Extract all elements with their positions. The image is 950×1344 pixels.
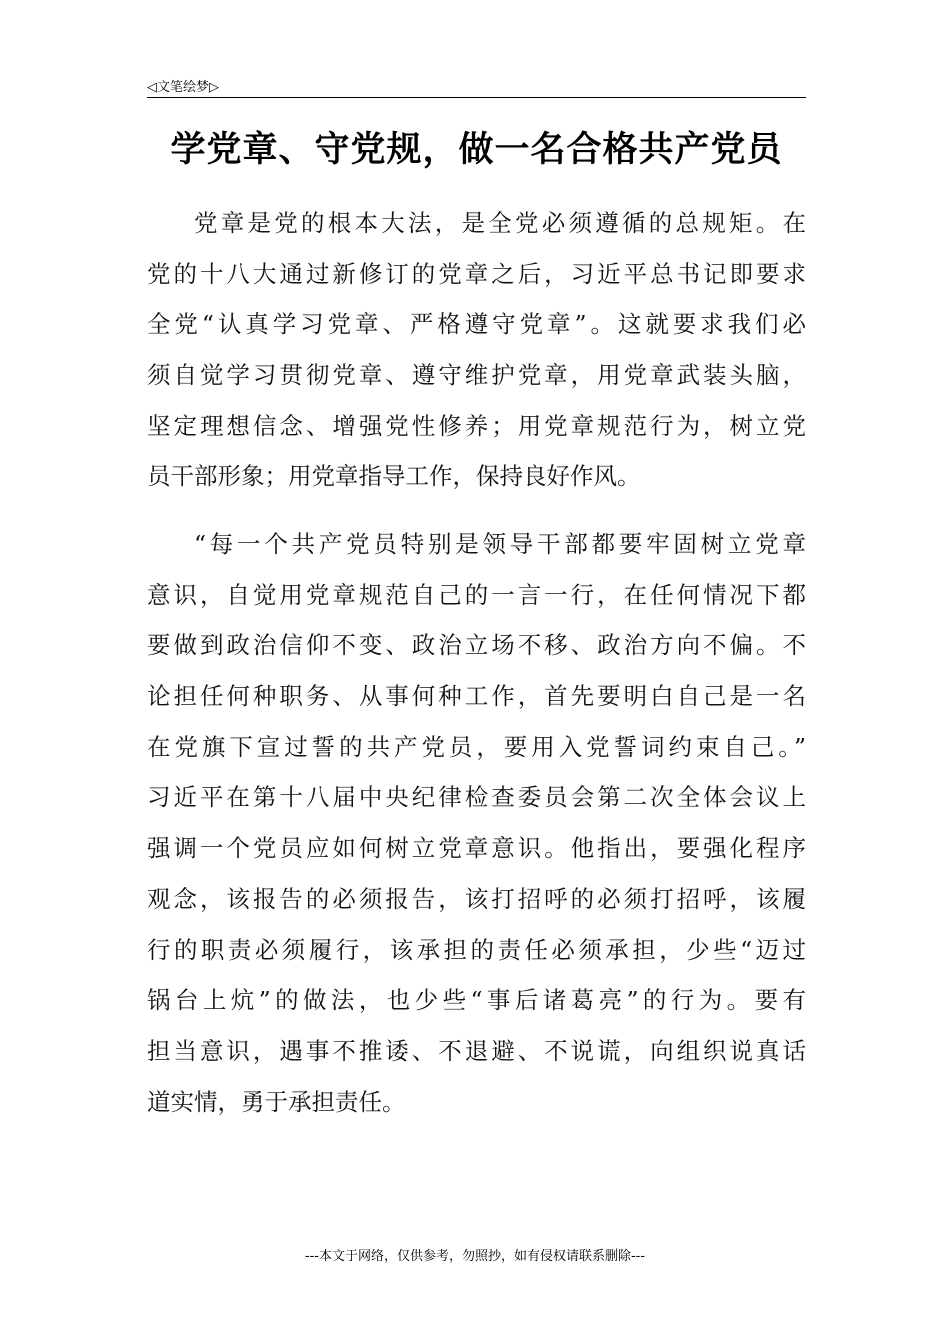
paragraph-line: “每一个共产党员特别是领导干部都要牢固树立党章: [194, 530, 806, 558]
paragraph-1: [147, 198, 806, 502]
paragraph-line: 党章是党的根本大法，是全党必须遵循的总规矩。在: [194, 209, 806, 237]
page-header: [147, 72, 806, 98]
paragraph-line: 党的十八大通过新修订的党章之后，习近平总书记即要求: [147, 259, 806, 288]
paragraph-line: 锅台上炕”的做法，也少些“事后诸葛亮”的行为。要有: [147, 986, 806, 1015]
paragraph-line: 道实情，勇于承担责任。: [147, 1087, 406, 1116]
paragraph-line: 坚定理想信念、增强党性修养；用党章规范行为，树立党: [147, 411, 806, 440]
paragraph-line: 行的职责必须履行，该承担的责任必须承担，少些“迈过: [147, 935, 806, 964]
paragraph-line: 观念，该报告的必须报告，该打招呼的必须打招呼，该履: [147, 884, 806, 913]
paragraph-line: 在党旗下宣过誓的共产党员，要用入党誓词约束自己。”: [147, 732, 806, 761]
page-footer: ---本文于网络，仅供参考，勿照抄，如有侵权请联系删除---: [304, 1249, 646, 1264]
paragraph-line: 要做到政治信仰不变、政治立场不移、政治方向不偏。不: [147, 631, 806, 660]
paragraph-line: 意识，自觉用党章规范自己的一言一行，在任何情况下都: [147, 580, 806, 609]
header-label: ◁文笔绘梦▷: [147, 80, 219, 95]
paragraph-2: [147, 519, 806, 1127]
document-title: 学党章、守党规，做一名合格共产党员: [170, 130, 783, 170]
paragraph-line: 强调一个党员应如何树立党章意识。他指出，要强化程序: [147, 834, 806, 863]
paragraph-line: 员干部形象；用党章指导工作，保持良好作风。: [147, 462, 641, 491]
paragraph-line: 全党“认真学习党章、严格遵守党章”。这就要求我们必: [147, 310, 806, 339]
paragraph-line: 担当意识，遇事不推诿、不退避、不说谎，向组织说真话: [147, 1036, 806, 1065]
paragraph-line: 习近平在第十八届中央纪律检查委员会第二次全体会议上: [147, 783, 806, 812]
paragraph-line: 论担任何种职务、从事何种工作，首先要明白自己是一名: [147, 682, 806, 711]
paragraph-line: 须自觉学习贯彻党章、遵守维护党章，用党章武装头脑，: [147, 361, 806, 390]
